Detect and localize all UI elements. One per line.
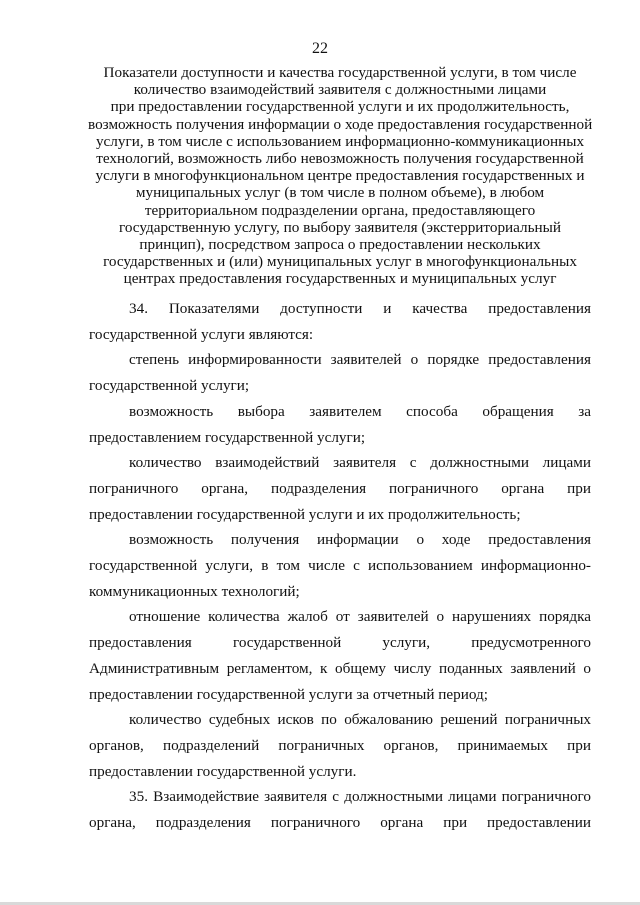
- heading-line: территориальном подразделении органа, предоставляющего: [144, 201, 536, 219]
- paragraph-informedness: [89, 347, 591, 398]
- text-line: количество судебных исков по обжалованию решений пограничных: [129, 711, 591, 729]
- text-line: 35. Взаимодействие заявителя с должностными лицами пограничного: [129, 788, 591, 806]
- text-line: государственной услуги;: [89, 377, 250, 395]
- paragraph-lawsuits: [89, 707, 591, 784]
- heading-line: услуги в многофункциональном центре предоставления государственных и: [95, 167, 585, 185]
- heading-line: государственную услугу, по выбору заявителя (экстерриториальный: [118, 218, 562, 236]
- heading-line: услуги, в том числе с использованием информационно-коммуникационных: [95, 132, 585, 150]
- heading-line: принцип), посредством запроса о предоставлении нескольких: [139, 236, 541, 254]
- text-line: органов, подразделений пограничных органов, принимаемых при: [89, 736, 591, 754]
- text-line: предоставлении государственной услуги и их продолжительность;: [89, 505, 521, 523]
- paragraph-interactions: [89, 450, 591, 527]
- paragraph-34: [89, 296, 591, 347]
- text-line: Административным регламентом, к общему числу поданных заявлений о: [89, 659, 591, 677]
- text-line: государственной услуги являются:: [89, 325, 314, 343]
- paragraph-information: [89, 527, 591, 604]
- text-line: предоставлении государственной услуги.: [89, 762, 357, 780]
- paragraph-choice: [89, 399, 591, 450]
- section-heading: [88, 64, 592, 288]
- heading-line: центрах предоставления государственных и муниципальных услуг: [123, 270, 557, 288]
- heading-line: Показатели доступности и качества государственной услуги, в том числе: [103, 64, 577, 81]
- heading-line: муниципальных услуг (в том числе в полном объеме), в любом: [135, 184, 545, 202]
- heading-line: технологий, возможность либо невозможность получения государственной: [96, 150, 584, 168]
- heading-line: государственных и (или) муниципальных услуг в многофункциональных: [103, 253, 577, 271]
- paragraph-35: [89, 784, 591, 835]
- heading-line: количество взаимодействий заявителя с должностными лицами: [133, 81, 547, 99]
- text-line: государственной услуги, в том числе с использованием информационно-: [89, 557, 591, 575]
- heading-line: возможность получения информации о ходе предоставления государственной: [88, 115, 593, 133]
- text-line: предоставления государственной услуги, предусмотренного: [89, 634, 591, 652]
- paragraph-complaints: [89, 604, 591, 707]
- text-line: органа, подразделения пограничного органа при предоставлении: [89, 814, 591, 832]
- document-body: [89, 296, 591, 836]
- text-line: 34. Показателями доступности и качества предоставления: [129, 300, 591, 317]
- text-line: отношение количества жалоб от заявителей о нарушениях порядка: [129, 608, 591, 626]
- text-line: предоставлении государственной услуги за отчетный период;: [89, 685, 488, 703]
- page-number: 22: [312, 40, 328, 57]
- text-line: пограничного органа, подразделения пограничного органа при: [89, 479, 591, 497]
- text-line: предоставлением государственной услуги;: [89, 428, 366, 446]
- text-line: степень информированности заявителей о порядке предоставления: [129, 351, 591, 369]
- text-line: возможность получения информации о ходе предоставления: [129, 531, 591, 549]
- heading-line: при предоставлении государственной услуги и их продолжительность,: [110, 98, 570, 116]
- text-line: количество взаимодействий заявителя с должностными лицами: [129, 454, 591, 472]
- text-line: коммуникационных технологий;: [89, 582, 300, 600]
- text-line: возможность выбора заявителем способа обращения за: [129, 402, 591, 420]
